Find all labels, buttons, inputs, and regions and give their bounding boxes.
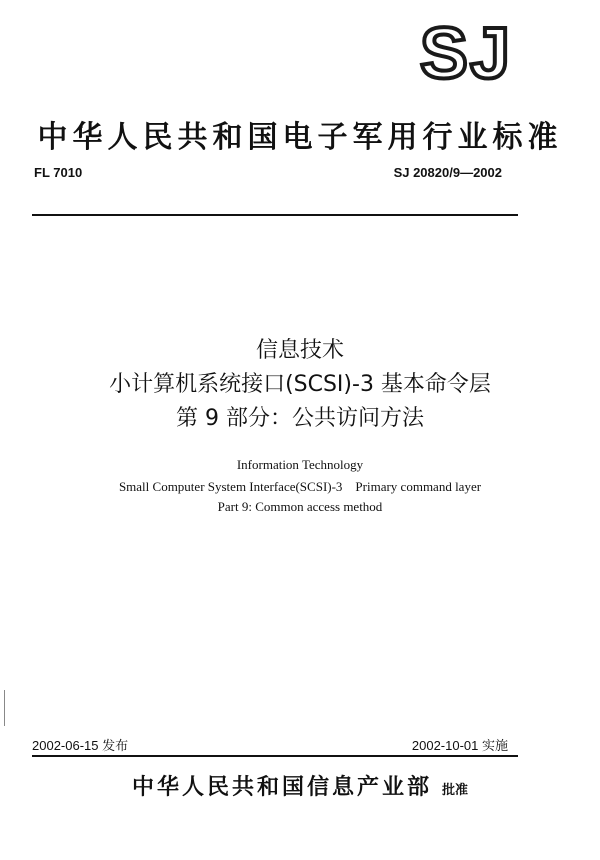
english-title-line-1: Information Technology xyxy=(236,457,364,472)
issuer-line xyxy=(0,770,600,801)
header-divider xyxy=(32,214,518,216)
issuer-name: 中华人民共和国信息产业部 xyxy=(131,775,432,800)
issue-date: 2002-06-15 发布 xyxy=(32,738,129,753)
chinese-title-line-2: 小计算机系统接口(SCSI)-3 基本命令层 xyxy=(109,372,491,397)
footer-divider xyxy=(32,755,518,757)
standard-type-title: 中华人民共和国电子军用行业标准 xyxy=(37,120,563,155)
approval-label: 批准 xyxy=(442,783,469,798)
english-title-line-3: Part 9: Common access method xyxy=(217,499,383,514)
chinese-title-line-1: 信息技术 xyxy=(255,338,344,363)
english-title-line-2: Small Computer System Interface(SCSI)-3 Primary command layer xyxy=(118,479,482,494)
standard-number: SJ 20820/9—2002 xyxy=(393,165,502,180)
scan-margin-mark xyxy=(4,690,5,726)
classification-code: FL 7010 xyxy=(34,165,83,180)
implementation-date: 2002-10-01 实施 xyxy=(411,738,508,753)
chinese-title-line-3: 第 9 部分：公共访问方法 xyxy=(176,406,424,431)
sj-logo: SJ xyxy=(419,14,512,94)
